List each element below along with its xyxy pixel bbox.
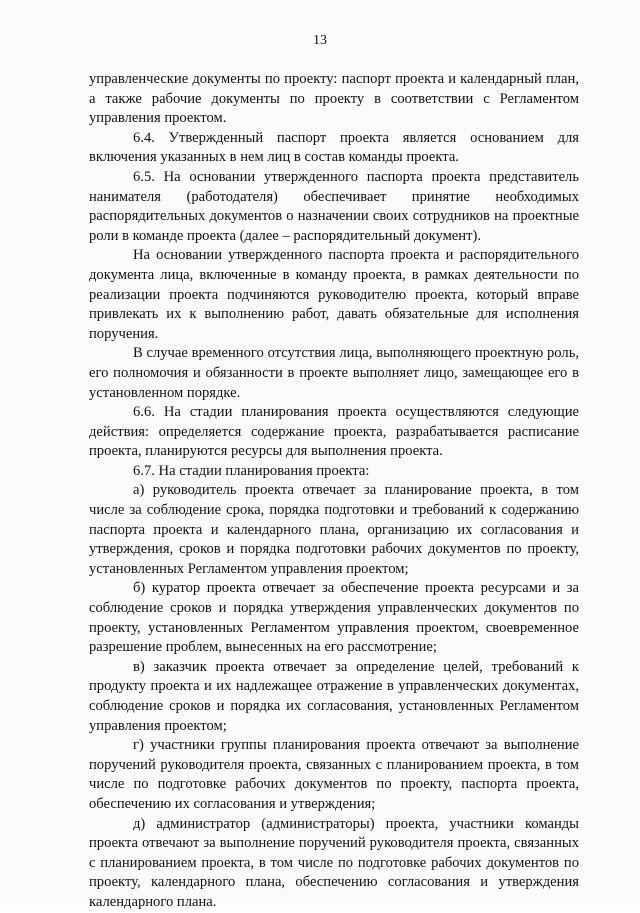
paragraph: в) заказчик проекта отвечает за определение целей, требований к продукту проекта и их надлежащее отражение в управленческих документах, соблюдение сроков и порядка их согласования, установленных Регламентом управления проектом;	[89, 658, 579, 734]
paragraph: д) администратор (администраторы) проекта, участники команды проекта отвечают за выполнение поручений руководителя проекта, связанных с планированием проекта, в том числе по подготовке рабочих документов по проекту, календарного плана, обеспечению согласования и утверждения календарного плана.	[89, 815, 579, 910]
paragraph: управленческие документы по проекту: паспорт проекта и календарный план, а также рабочие документы по проекту в соответствии с Регламентом управления проектом.	[89, 71, 579, 127]
paragraph: 6.6. На стадии планирования проекта осуществляются следующие действия: определяется содержание проекта, разрабатывается расписание проекта, планируются ресурсы для выполнения проекта.	[89, 404, 579, 460]
page-number: 13	[313, 33, 327, 48]
paragraph: 6.7. На стадии планирования проекта:	[133, 462, 370, 479]
paragraph: 6.4. Утвержденный паспорт проекта является основанием для включения указанных в нем лиц в состав команды проекта.	[89, 129, 579, 166]
paragraph: г) участники группы планирования проекта отвечают за выполнение поручений руководителя проекта, связанных с планированием проекта, в том числе по подготовке рабочих документов по проекту, паспорта проекта, обеспечению их согласования и утверждения;	[89, 737, 579, 812]
paragraph: а) руководитель проекта отвечает за планирование проекта, в том числе за соблюдение срока, порядка подготовки и требований к содержанию паспорта проекта и календарного плана, организацию их согласования и утверждения, сроков и порядка подготовки рабочих документов по проекту, установленных Регламентом управления проектом;	[89, 482, 579, 577]
paragraph: б) куратор проекта отвечает за обеспечение проекта ресурсами и за соблюдение сроков и порядка утверждения управленческих документов по проекту, установленных Регламентом управления проектом, своевременное разрешение проблем, вынесенных на его рассмотрение;	[89, 580, 579, 656]
paragraph: На основании утвержденного паспорта проекта и распорядительного документа лица, включенные в команду проекта, в рамках деятельности по реализации проекта подчиняются руководителю проекта, который вправе привлекать их к выполнению работ, давать обязательные для исполнения поручения.	[89, 247, 579, 342]
paragraph: 6.5. На основании утвержденного паспорта проекта представитель нанимателя (работодателя) обеспечивает принятие необходимых распорядительных документов о назначении своих сотрудников на проектные роли в команде проекта (далее – распорядительный документ).	[89, 168, 579, 244]
paragraph: В случае временного отсутствия лица, выполняющего проектную роль, его полномочия и обязанности в проекте выполняет лицо, замещающее его в установленном порядке.	[89, 345, 579, 401]
document-body	[89, 70, 579, 913]
